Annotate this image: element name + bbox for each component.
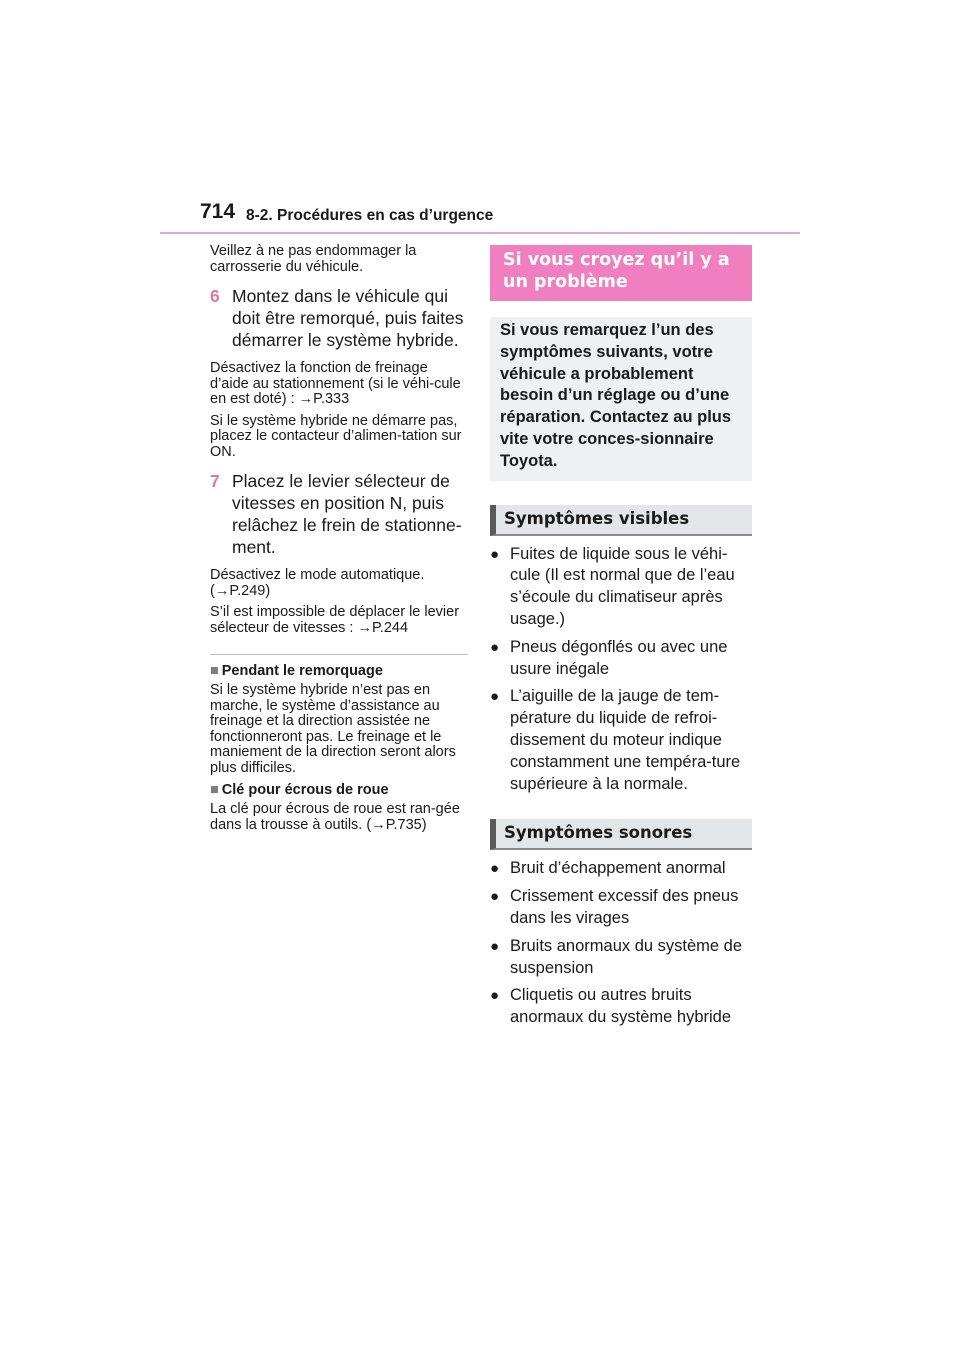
step-6-note-2: Si le système hybride ne démarre pas, placez le contacteur d’alimen-tation sur ON. [210, 412, 462, 460]
subheading-text: Clé pour écrous de roue [221, 782, 389, 798]
step-text: Placez le levier sélecteur de vitesses en position N, puis relâchez le frein de stationne-ment. [232, 471, 462, 557]
intro-box: Si vous remarquez l’un des symptômes suivants, votre véhicule a probablement besoin d’un réglage ou d’une réparation. Contactez au plus vite votre conces-sionnaire Toyota. [490, 317, 752, 481]
subheading-text: Pendant le remorquage [221, 663, 383, 679]
step-6 [210, 285, 468, 351]
list-item: ● Cliquetis ou autres bruits anormaux du système hybride [490, 985, 752, 1029]
bullet-icon: ● [490, 860, 500, 878]
step-number: 6 [210, 286, 220, 306]
bullet-icon: ● [490, 688, 500, 706]
visible-symptoms-list [490, 544, 752, 796]
wheel-wrench-text: La clé pour écrous de roue est ran-gée dans la trousse à outils. (→P.735) [210, 801, 460, 833]
intro-note: Veillez à ne pas endommager la carrosserie du véhicule. [210, 243, 417, 275]
step-text: Montez dans le véhicule qui doit être remorqué, puis faites démarrer le système hybride. [232, 286, 464, 350]
header-rule [160, 232, 800, 234]
list-item: ● Crissement excessif des pneus dans les virages [490, 886, 752, 930]
bullet-icon: ● [490, 545, 500, 563]
step-7-note-2: S’il est impossible de déplacer le levier sélecteur de vitesses : →P.244 [210, 604, 460, 636]
step-number: 7 [210, 471, 220, 491]
right-column [490, 245, 752, 1035]
left-column [210, 244, 468, 839]
step-7 [210, 470, 468, 558]
subheading-wheel-wrench [210, 782, 468, 798]
bullet-icon: ● [490, 987, 500, 1005]
subheading-towing [210, 663, 468, 679]
chapter-title: 8-2. Procédures en cas d’urgence [246, 207, 494, 224]
section-banner: Si vous croyez qu’il y a un problème [490, 245, 752, 301]
list-item: ● Bruit d’échappement anormal [490, 858, 752, 880]
visible-symptoms-heading: Symptômes visibles [490, 505, 752, 536]
page-header [160, 200, 800, 236]
sound-symptoms-list [490, 858, 752, 1029]
square-bullet-icon: ■ [210, 663, 219, 679]
page-number: 714 [200, 200, 236, 223]
step-6-note-1: Désactivez la fonction de freinage d’aide au stationnement (si le véhi-cule en est doté) : →P.333 [210, 360, 461, 407]
square-bullet-icon: ■ [210, 782, 219, 798]
list-item: ● L’aiguille de la jauge de tem-pérature du liquide de refroi-dissement du moteur indique constamment une tempéra-ture supérieure à la normale. [490, 686, 752, 795]
section-divider [210, 654, 468, 655]
bullet-icon: ● [490, 638, 500, 656]
towing-text: Si le système hybride n’est pas en marche, le système d’assistance au freinage et la direction assistée ne fonctionneront pas. Le freinage et le maniement de la direction seront alors plus difficiles. [210, 682, 456, 776]
list-item: ● Pneus dégonflés ou avec une usure inégale [490, 637, 752, 681]
sound-symptoms-heading: Symptômes sonores [490, 819, 752, 850]
list-item: ● Fuites de liquide sous le véhi-cule (Il est normal que de l’eau s’écoule du climatiseur après usage.) [490, 544, 752, 631]
bullet-icon: ● [490, 937, 500, 955]
list-item: ● Bruits anormaux du système de suspension [490, 936, 752, 980]
bullet-icon: ● [490, 888, 500, 906]
step-7-note-1: Désactivez le mode automatique. (→P.249) [210, 567, 425, 599]
